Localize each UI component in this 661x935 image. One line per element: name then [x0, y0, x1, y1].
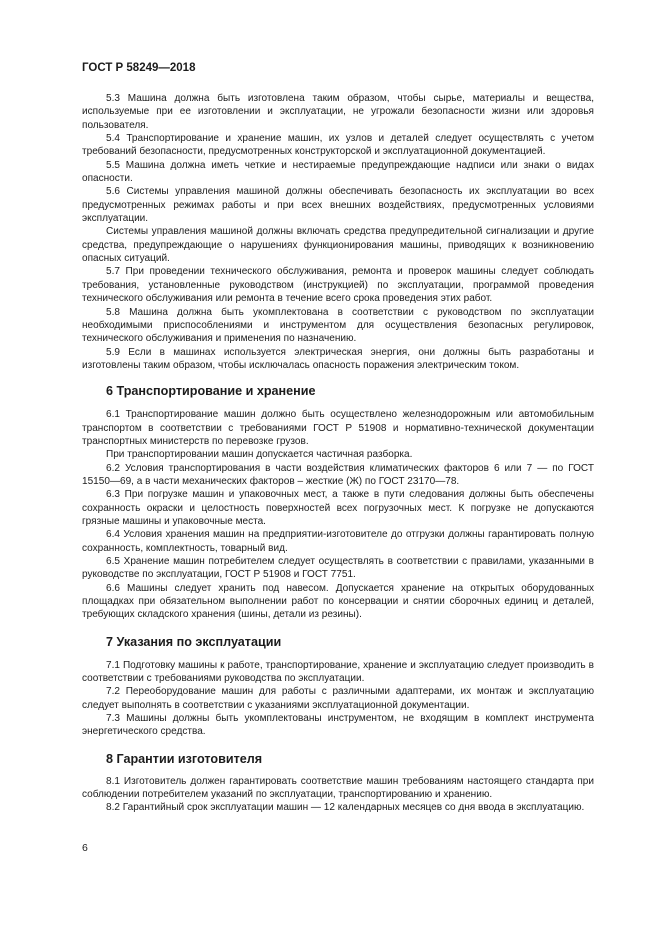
clause-6-6: 6.6 Машины следует хранить под навесом. Допускается хранение на открытых оборудованных площадках при обязательном выполнении работ по консервации и снятии сборочных единиц и деталей, требующих складского хранения (шины, детали из резины).	[82, 582, 594, 621]
document-body	[82, 92, 594, 815]
clause-5-8: 5.8 Машина должна быть укомплектована в соответствии с руководством по эксплуатации необходимыми приспособлениями и инструментом для осуществления безопасных регулировок, технического обслуживания и применения по назначению.	[82, 306, 594, 345]
section-7-title: 7 Указания по эксплуатации	[106, 634, 282, 649]
page-number: 6	[82, 842, 88, 854]
clause-7-1: 7.1 Подготовку машины к работе, транспортирование, хранение и эксплуатацию следует производить в соответствии с требованиями руководства по эксплуатации.	[82, 659, 594, 685]
clause-8-2: 8.2 Гарантийный срок эксплуатации машин — 12 календарных месяцев со дня ввода в эксплуатацию.	[106, 802, 585, 814]
section-8-title: 8 Гарантии изготовителя	[106, 751, 263, 766]
clause-6-4: 6.4 Условия хранения машин на предприятии-изготовителе до отгрузки должны гарантировать полную сохранность, комплектность, товарный вид.	[82, 529, 594, 554]
section-6-title: 6 Транспортирование и хранение	[106, 384, 316, 399]
clause-5-3: 5.3 Машина должна быть изготовлена таким образом, чтобы сырье, материалы и вещества, используемые при ее изготовлении и эксплуатации, не угрожали безопасности жизни или здоровья пользователя.	[82, 93, 594, 131]
clause-5-6-continued: Системы управления машиной должны включать средства предупредительной сигнализации и другие средства, предупреждающие о нарушениях функционирования машины, приводящих к возникновению опасных ситуаций.	[82, 226, 594, 265]
clause-5-9: 5.9 Если в машинах используется электрическая энергия, они должны быть разработаны и изготовлены таким образом, чтобы исключалась опасность поражения электрическим током.	[82, 346, 594, 371]
clause-6-2: 6.2 Условия транспортирования в части воздействия климатических факторов 6 или 7 — по ГОСТ 15150—69, а в части механических факторов – жесткие (Ж) по ГОСТ 23170—78.	[82, 462, 594, 487]
clause-7-2: 7.2 Переоборудование машин для работы с различными адаптерами, их монтаж и эксплуатацию следует выполнять в соответствии с указаниями эксплуатационной документации.	[82, 686, 594, 711]
clause-8-1: 8.1 Изготовитель должен гарантировать соответствие машин требованиям настоящего стандарта при соблюдении потребителем указаний по эксплуатации, транспортированию и хранению.	[82, 775, 594, 801]
clause-5-6: 5.6 Системы управления машиной должны обеспечивать безопасность их эксплуатации во всех предусмотренных режимах работы и при всех внешних воздействиях, предусмотренных условиями эксплуатации.	[82, 186, 594, 225]
clause-5-4: 5.4 Транспортирование и хранение машин, их узлов и деталей следует осуществлять с учетом требований безопасности, предусмотренных конструкторской и эксплуатационной документацией.	[82, 133, 594, 158]
clause-5-7: 5.7 При проведении технического обслуживания, ремонта и проверок машины следует соблюдать требования, установленные руководством (инструкцией) по эксплуатации, программой проведения технического обслуживания или ремонта в течение всего срока проведения этих работ.	[82, 266, 594, 305]
clause-5-5: 5.5 Машина должна иметь четкие и нестираемые предупреждающие надписи или знаки о видах опасности.	[82, 159, 594, 185]
document-header: ГОСТ Р 58249—2018	[82, 62, 196, 74]
clause-6-5: 6.5 Хранение машин потребителем следует осуществлять в соответствии с правилами, указанными в руководстве по эксплуатации, ГОСТ Р 51908 и ГОСТ 7751.	[82, 556, 594, 581]
clause-6-3: 6.3 При погрузке машин и упаковочных мест, а также в пути следования должны быть обеспечены сохранность окраски и целостность поверхностей всех погрузочных мест. К погрузке не допускаются грязные машины и упаковочные места.	[82, 489, 594, 527]
clause-6-1-continued: При транспортировании машин допускается частичная разборка.	[106, 449, 413, 461]
clause-7-3: 7.3 Машины должны быть укомплектованы инструментом, не входящим в комплект инструмента энергетического средства.	[82, 713, 594, 738]
clause-6-1: 6.1 Транспортирование машин должно быть осуществлено железнодорожным или автомобильным транспортом в соответствии с требованиями ГОСТ Р 51908 и нормативно-технической документации транспортных министерств по перевозке грузов.	[82, 409, 594, 447]
